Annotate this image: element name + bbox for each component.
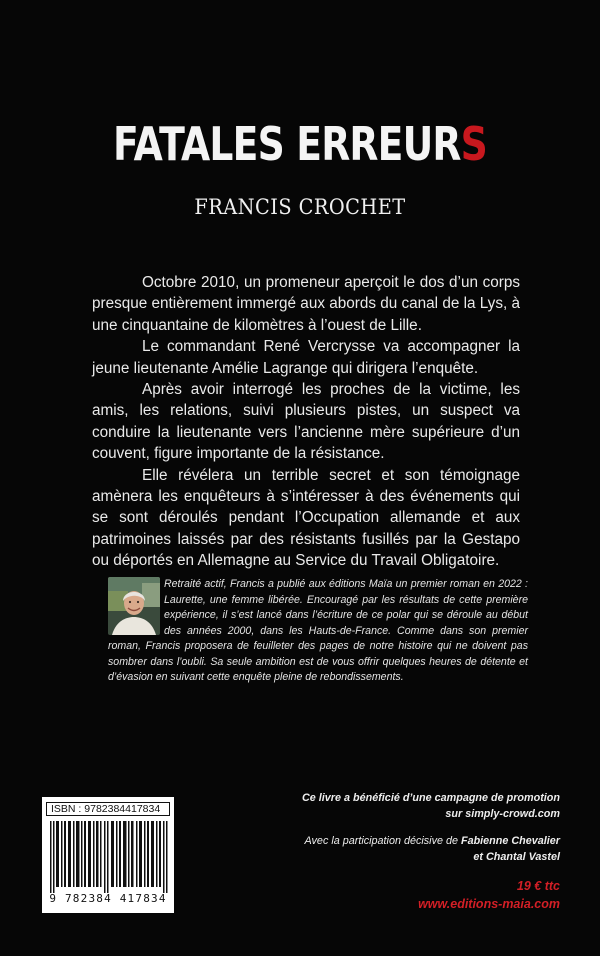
- author-bio: [108, 577, 528, 686]
- synopsis-paragraph: Octobre 2010, un promeneur aperçoit le dos d’un corps presque entièrement immergé aux abords du canal de la Lys, à une cinquantaine de kilomètres à l’ouest de Lille.: [92, 274, 520, 334]
- author-portrait-icon: [108, 577, 160, 635]
- credits-line: [250, 833, 560, 849]
- title-main: FATALES ERREUR: [113, 117, 461, 171]
- title-last-letter: S: [460, 117, 487, 171]
- barcode-icon: [50, 821, 168, 893]
- barcode-panel: [42, 797, 174, 913]
- book-title: [54, 118, 546, 170]
- isbn-label: ISBN : 9782384417834: [46, 802, 170, 816]
- synopsis: [92, 272, 520, 572]
- synopsis-paragraph: Le commandant René Vercrysse va accompagner la jeune lieutenante Amélie Lagrange qui dirigera l’enquête.: [92, 338, 520, 377]
- synopsis-paragraph: Elle révélera un terrible secret et son témoignage amènera les enquêteurs à s’intéresser à des événements qui se sont déroulés pendant l’Occupation allemande et aux patrimoines laissés par des résistants fusillés par la Gestapo ou déportés en Allemagne au Service du Travail Obligatoire.: [92, 466, 520, 570]
- barcode-digits: 9 782384 417834: [49, 892, 167, 905]
- author-bio-text: Retraité actif, Francis a publié aux éditions Maïa un premier roman en 2022 : Laurette, une femme libérée. Encouragé par les résultats de cette première expérience, il s’est lancé dans l’écriture de ce polar qui se déroule au début des années 2000, dans les Hauts-de-France. Comme dans son premier roman, Francis proposera de feuilleter des pages de notre histoire qui ne doivent pas sombrer dans l’oubli. Sa seule ambition est de vous offrir quelques heures de détente et d’évasion en suivant cette enquête pleine de rebondissements.: [108, 578, 528, 683]
- synopsis-paragraph: Après avoir interrogé les proches de la victime, les amis, les relations, suivi plusieurs pistes, un suspect va conduire la lieutenante vers l’ancienne mère supérieure d’un couvent, figure importante de la résistance.: [92, 381, 520, 463]
- promotion-credits: [250, 790, 560, 865]
- publisher-website: www.editions-maia.com: [418, 897, 560, 911]
- credits-prefix: Avec la participation décisive de: [304, 835, 461, 847]
- credits-line: et Chantal Vastel: [473, 851, 560, 863]
- author-name: FRANCIS CROCHET: [194, 195, 406, 219]
- credits-contributor: Fabienne Chevalier: [460, 835, 560, 847]
- credits-line: Ce livre a bénéficié d’une campagne de promotion: [302, 792, 560, 804]
- price-block: [300, 877, 560, 913]
- credits-line: sur simply-crowd.com: [445, 808, 560, 820]
- price: 19 € ttc: [516, 879, 560, 893]
